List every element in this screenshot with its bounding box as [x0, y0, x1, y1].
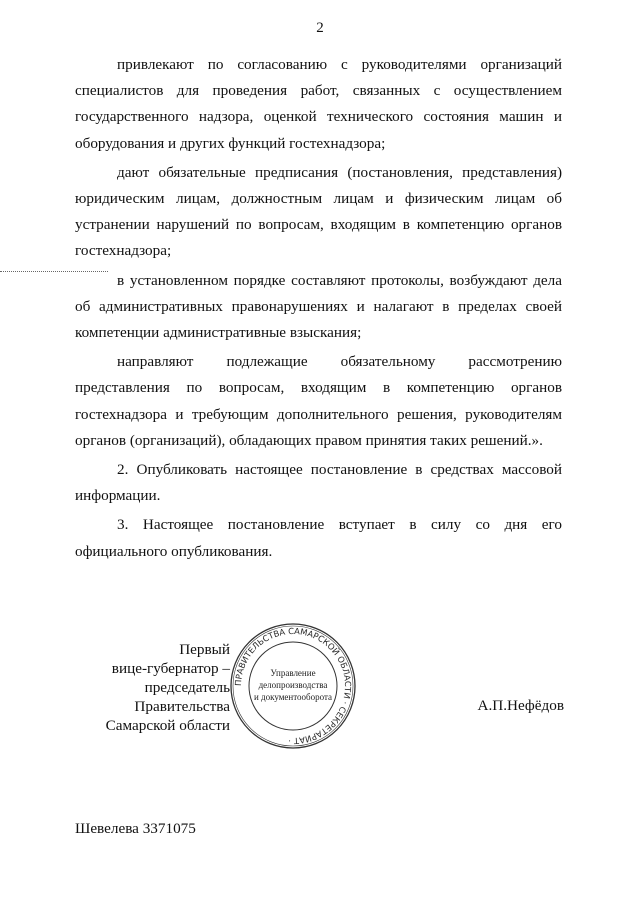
- paragraph: 2. Опубликовать настоящее постановление в средствах массовой информации.: [75, 461, 562, 505]
- executor-contact: Шевелева 3371075: [75, 820, 196, 837]
- paragraph: направляют подлежащие обязательному рассмотрению представления по вопросам, входящим в компетенцию органов гостехнадзора и требующим дополнительного решения, руководителям органов (организаций), обладающих правом принятия таких решений.».: [75, 353, 562, 449]
- paragraph: 3. Настоящее постановление вступает в силу со дня его официального опубликования.: [75, 516, 562, 560]
- stamp-inner-line: и документооборота: [253, 692, 333, 702]
- position-line: Самарской области: [105, 717, 230, 734]
- stamp-inner-line: Управление: [270, 668, 316, 678]
- paragraph: привлекают по согласованию с руководителями организаций специалистов для проведения работ, связанных с осуществлением государственного надзора, оценкой технического состояния машин и оборудования и других функций гостехнадзора;: [75, 56, 562, 152]
- paragraph: дают обязательные предписания (постановления, представления) юридическим лицам, должностным лицам и физическим лицам об устранении нарушений по вопросам, входящим в компетенцию органов гостехнадзора;: [75, 163, 562, 260]
- paragraph: в установленном порядке составляют протоколы, возбуждают дела об административных правонарушениях и налагают в пределах своей компетенции административные взыскания;: [75, 271, 562, 342]
- stamp-inner-line: делопроизводства: [258, 680, 328, 690]
- signatory-name: А.П.Нефёдов: [477, 697, 564, 714]
- document-body: [75, 52, 562, 565]
- stamp-ring-text: ПРАВИТЕЛЬСТВА САМАРСКОЙ ОБЛАСТИ · СЕКРЕТАРИАТ ·: [232, 625, 354, 747]
- position-line: председатель Правительства: [134, 679, 230, 715]
- official-stamp: [228, 621, 358, 751]
- position-line: Первый: [179, 641, 230, 658]
- page-number: 2: [316, 20, 324, 36]
- position-line: вице-губернатор –: [111, 660, 230, 677]
- signatory-position: [50, 640, 230, 735]
- stamp-seal: [228, 621, 358, 751]
